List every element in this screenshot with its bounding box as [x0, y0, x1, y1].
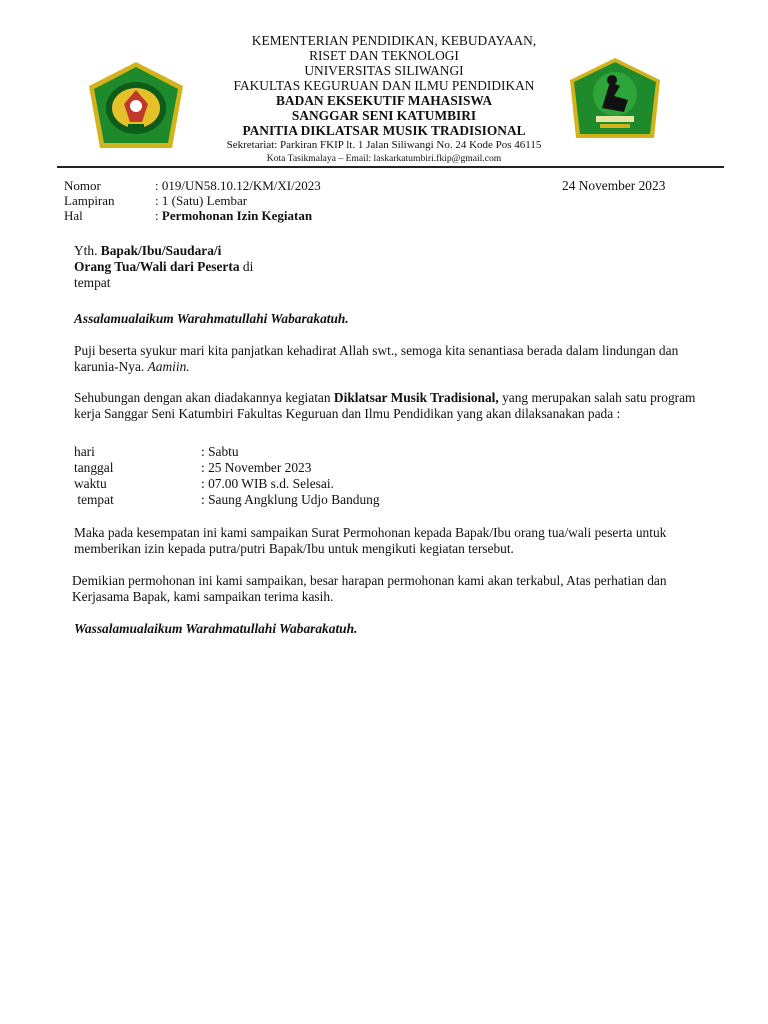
meta-nomor-label: Nomor	[64, 178, 101, 193]
meta-hal-colon: :	[155, 208, 162, 223]
recipient-bapak-ibu: Bapak/Ibu/Saudara/i	[100, 243, 222, 258]
meta-lampiran	[64, 193, 247, 209]
meta-hal	[64, 208, 312, 224]
paragraph-event-text-b: yang merupakan salah satu program kerja Sanggar Seni Katumbiri Fakultas Keguruan dan Ilmu Pendidikan yang akan dilaksanakan pada :	[74, 390, 696, 421]
paragraph-opening	[74, 343, 704, 375]
schedule-label: tanggal	[74, 460, 114, 475]
schedule-label: waktu	[74, 476, 107, 491]
opening-greeting: Assalamualaikum Warahmatullahi Wabarakatuh.	[74, 311, 349, 326]
header-bem: BADAN EKSEKUTIF MAHASISWA	[275, 93, 493, 108]
header-address: Sekretariat: Parkiran FKIP lt. 1 Jalan Siliwangi No. 24 Kode Pos 46115	[226, 139, 542, 151]
paragraph-opening-aamiin: Aamiin.	[147, 359, 190, 374]
letterhead-divider	[57, 166, 724, 168]
paragraph-event	[74, 390, 714, 422]
header-ministry-line2: RISET DAN TEKNOLOGI	[309, 48, 459, 63]
recipient-place: tempat	[74, 275, 111, 290]
meta-hal-label: Hal	[64, 208, 83, 223]
letter-date: 24 November 2023	[562, 178, 666, 193]
schedule-row	[74, 476, 334, 492]
schedule-value: : Sabtu	[201, 444, 239, 459]
meta-lampiran-label: Lampiran	[64, 193, 115, 208]
schedule-row	[74, 492, 380, 508]
meta-nomor	[64, 178, 321, 194]
schedule-label: tempat	[74, 492, 114, 507]
recipient-line2	[74, 259, 253, 275]
closing-greeting: Wassalamualaikum Warahmatullahi Wabarakatuh.	[74, 621, 358, 636]
paragraph-closing: Demikian permohonan ini kami sampaikan, besar harapan permohonan kami akan terkabul, Atas perhatian dan Kerjasama Bapak, kami sampaikan terima kasih.	[72, 573, 667, 604]
schedule-label: hari	[74, 444, 95, 459]
header-sanggar: SANGGAR SENI KATUMBIRI	[291, 108, 477, 123]
schedule-value: : 07.00 WIB s.d. Selesai.	[201, 476, 334, 491]
header-contact: Kota Tasikmalaya – Email: laskarkatumbiri.fkip@gmail.com	[266, 153, 502, 164]
paragraph-event-name: Diklatsar Musik Tradisional,	[333, 390, 499, 405]
paragraph-opening-text: Puji beserta syukur mari kita panjatkan kehadirat Allah swt., semoga kita senantiasa berada dalam lindungan dan karunia-Nya.	[74, 343, 679, 374]
schedule-value: : Saung Angklung Udjo Bandung	[201, 492, 380, 507]
meta-lampiran-value: : 1 (Satu) Lembar	[155, 193, 248, 208]
header-committee: PANITIA DIKLATSAR MUSIK TRADISIONAL	[242, 123, 526, 138]
meta-hal-value: Permohonan Izin Kegiatan	[161, 208, 313, 223]
recipient-line1	[74, 243, 221, 259]
recipient-yth: Yth.	[74, 243, 101, 258]
schedule-value: : 25 November 2023	[201, 460, 312, 475]
meta-nomor-value: : 019/UN58.10.12/KM/XI/2023	[155, 178, 321, 193]
paragraph-request: Maka pada kesempatan ini kami sampaikan Surat Permohonan kepada Bapak/Ibu orang tua/wali peserta untuk memberikan izin kepada putra/putri Bapak/Ibu untuk mengikuti kegiatan tersebut.	[74, 525, 667, 556]
header-ministry-line1: KEMENTERIAN PENDIDIKAN, KEBUDAYAAN,	[251, 33, 537, 48]
paragraph-event-text-a: Sehubungan dengan akan diadakannya kegiatan	[74, 390, 334, 405]
recipient-orang-tua: Orang Tua/Wali dari Peserta	[74, 259, 240, 274]
schedule-row	[74, 444, 239, 460]
schedule-row	[74, 460, 311, 476]
header-university: UNIVERSITAS SILIWANGI	[304, 63, 464, 78]
recipient-di: di	[239, 259, 254, 274]
header-faculty: FAKULTAS KEGURUAN DAN ILMU PENDIDIKAN	[233, 78, 535, 93]
